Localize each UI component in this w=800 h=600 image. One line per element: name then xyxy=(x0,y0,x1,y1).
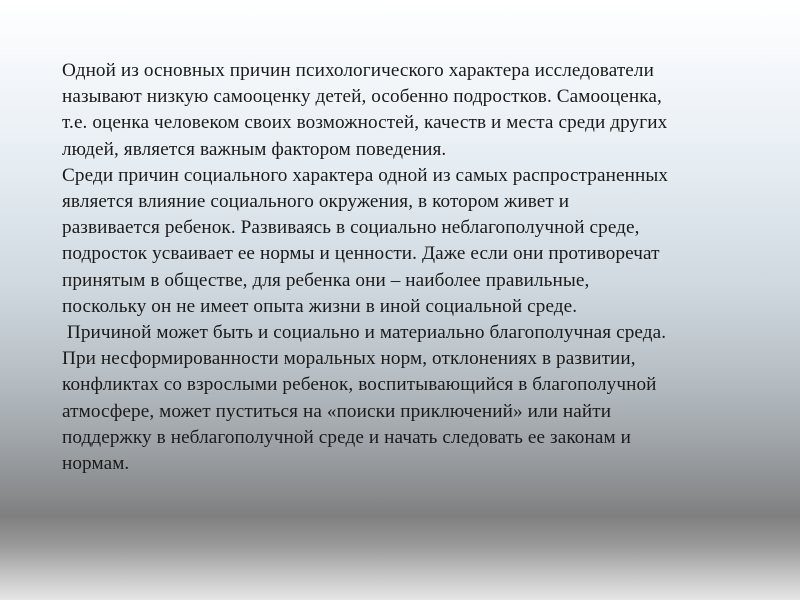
text-line: конфликтах со взрослыми ребенок, воспитывающийся в благополучной xyxy=(62,374,657,396)
text-line: При несформированности моральных норм, отклонениях в развитии, xyxy=(62,348,636,370)
text-line: людей, является важным фактором поведения. xyxy=(62,138,447,160)
text-line: атмосфере, может пуститься на «поиски приключений» или найти xyxy=(62,400,612,422)
text-line: Среди причин социального характера одной из самых распространенных xyxy=(62,164,669,186)
text-line: т.е. оценка человеком своих возможностей, качеств и места среди других xyxy=(62,112,668,134)
text-line: нормам. xyxy=(62,453,130,475)
text-line: называют низкую самооценку детей, особенно подростков. Самооценка, xyxy=(62,86,662,108)
slide-body-text xyxy=(62,58,768,477)
text-line: поскольку он не имеет опыта жизни в иной социальной среде. xyxy=(62,295,578,317)
text-line: Причиной может быть и социально и материально благополучная среда. xyxy=(62,322,667,344)
text-line: подросток усваивает ее нормы и ценности. Даже если они противоречат xyxy=(62,243,660,265)
text-line: развивается ребенок. Развиваясь в социально неблагополучной среде, xyxy=(62,217,640,239)
text-line: поддержку в неблагополучной среде и начать следовать ее законам и xyxy=(62,426,631,448)
text-line: принятым в обществе, для ребенка они – наиболее правильные, xyxy=(62,269,590,291)
text-line: является влияние социального окружения, в котором живет и xyxy=(62,191,570,213)
text-line: Одной из основных причин психологического характера исследователи xyxy=(62,60,654,81)
